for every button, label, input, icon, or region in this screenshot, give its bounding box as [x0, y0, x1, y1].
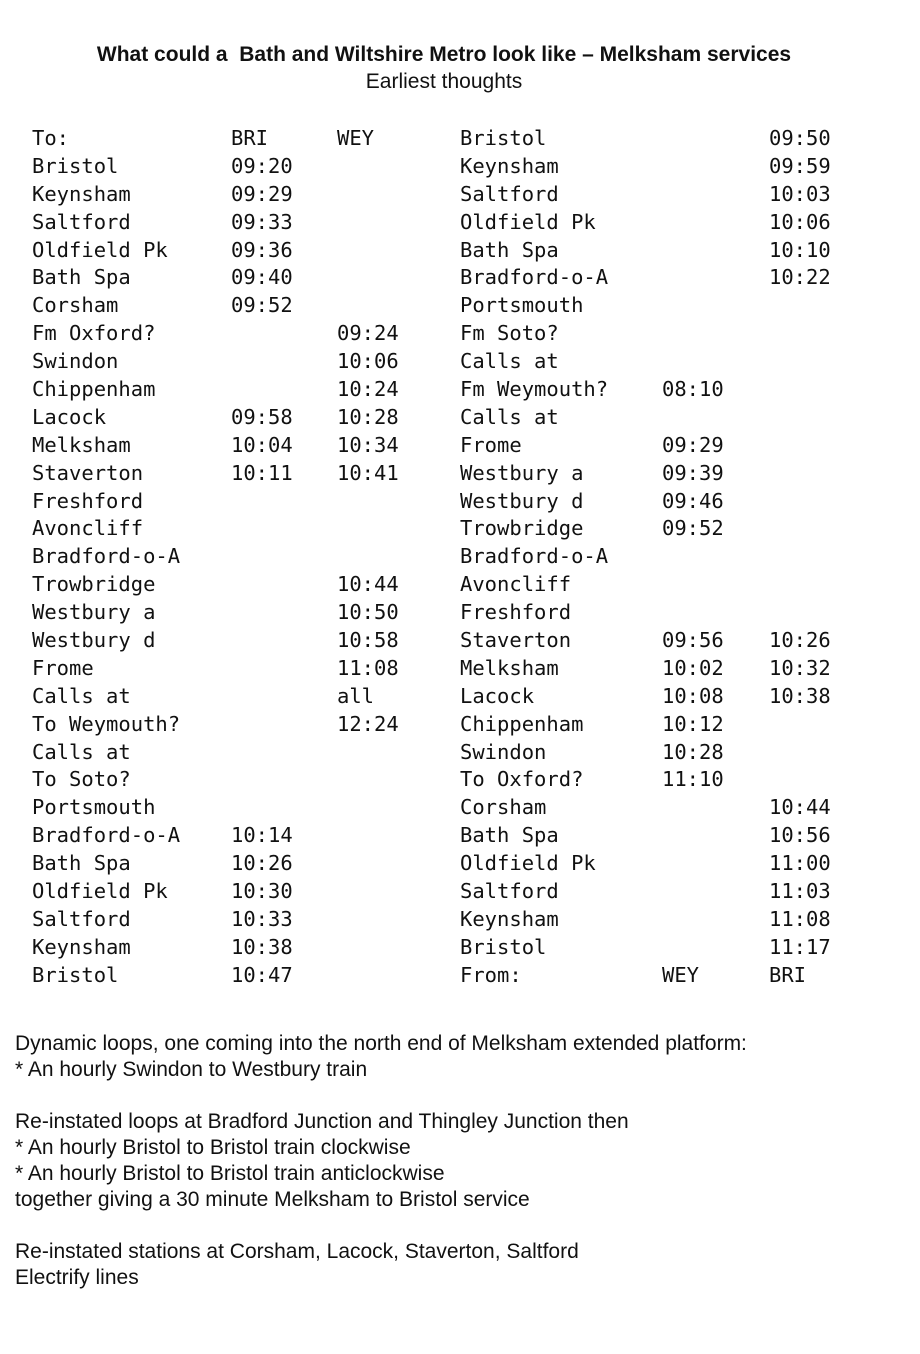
- time-cell: 09:50: [769, 126, 831, 150]
- note-line: Dynamic loops, one coming into the north end of Melksham extended platform:: [15, 1032, 747, 1055]
- station-name: Calls at: [460, 349, 559, 374]
- station-name: Saltford: [460, 181, 559, 206]
- time-cell: 10:26: [231, 851, 293, 876]
- station-name: Portsmouth: [460, 293, 584, 318]
- time-cell: 09:33: [231, 209, 293, 234]
- time-cell: 12:24: [337, 711, 399, 736]
- station-name: Bath Spa: [460, 237, 559, 262]
- time-cell: 10:08: [662, 683, 724, 708]
- time-cell: 10:56: [769, 823, 831, 848]
- station-name: Bradford-o-A: [32, 823, 181, 848]
- time-cell: 10:34: [337, 432, 399, 457]
- page-subtitle: Earliest thoughts: [365, 70, 523, 93]
- time-cell: 11:08: [337, 655, 399, 680]
- time-cell: 09:56: [662, 628, 724, 653]
- note-spacer: [15, 1083, 747, 1109]
- time-cell: 10:12: [662, 711, 724, 736]
- time-cell: WEY: [662, 962, 700, 987]
- station-name: Chippenham: [32, 377, 156, 402]
- station-name: Keynsham: [460, 906, 559, 931]
- station-name: Calls at: [32, 739, 131, 764]
- station-name: Bristol: [460, 126, 547, 150]
- time-cell: 10:02: [662, 655, 724, 680]
- time-cell: 10:14: [231, 823, 293, 848]
- station-name: Staverton: [460, 628, 572, 653]
- time-cell: 09:52: [662, 516, 724, 541]
- time-cell: 10:38: [231, 934, 293, 959]
- station-name: From:: [460, 962, 522, 987]
- note-line: together giving a 30 minute Melksham to Bristol service: [15, 1188, 530, 1211]
- time-cell: 10:32: [769, 655, 831, 680]
- time-cell: 10:44: [337, 572, 399, 597]
- station-name: Bradford-o-A: [460, 544, 609, 569]
- time-cell: 10:44: [769, 795, 831, 820]
- station-name: Bath Spa: [460, 823, 559, 848]
- station-name: Bristol: [460, 934, 547, 959]
- station-name: Avoncliff: [32, 516, 144, 541]
- time-cell: 08:10: [662, 377, 724, 402]
- time-cell: 10:10: [769, 237, 831, 262]
- time-cell: 10:33: [231, 906, 293, 931]
- station-name: Bradford-o-A: [460, 265, 609, 290]
- station-name: Calls at: [460, 404, 559, 429]
- note-line: Re-instated loops at Bradford Junction and Thingley Junction then: [15, 1110, 629, 1133]
- note-line: Electrify lines: [15, 1266, 139, 1289]
- station-name: To Soto?: [32, 767, 131, 792]
- time-cell: 10:04: [231, 432, 293, 457]
- station-name: Oldfield Pk: [460, 209, 596, 234]
- time-cell: 10:41: [337, 460, 399, 485]
- station-name: To Weymouth?: [32, 711, 181, 736]
- station-name: To Oxford?: [460, 767, 584, 792]
- station-name: Freshford: [460, 600, 572, 625]
- station-name: Lacock: [460, 683, 535, 708]
- time-cell: 10:06: [769, 209, 831, 234]
- time-cell: 11:17: [769, 934, 831, 959]
- station-name: Keynsham: [32, 934, 131, 959]
- station-name: Westbury d: [460, 488, 584, 513]
- time-cell: 10:47: [231, 962, 293, 987]
- station-name: Swindon: [32, 349, 119, 374]
- time-cell: 10:38: [769, 683, 831, 708]
- station-name: Bradford-o-A: [32, 544, 181, 569]
- station-name: Fm Weymouth?: [460, 377, 609, 402]
- station-name: Keynsham: [460, 153, 559, 178]
- time-cell: 10:06: [337, 349, 399, 374]
- station-name: Melksham: [32, 432, 131, 457]
- time-cell: 09:29: [231, 181, 293, 206]
- time-cell: 09:24: [337, 321, 399, 346]
- time-cell: all: [337, 683, 375, 708]
- note-line: Re-instated stations at Corsham, Lacock, Staverton, Saltford: [15, 1240, 579, 1263]
- time-cell: 11:10: [662, 767, 724, 792]
- note-line: * An hourly Bristol to Bristol train anticlockwise: [15, 1162, 445, 1185]
- station-name: Bath Spa: [32, 851, 131, 876]
- time-cell: 09:20: [231, 153, 293, 178]
- station-name: Freshford: [32, 488, 144, 513]
- station-name: Saltford: [460, 879, 559, 904]
- station-name: Fm Oxford?: [32, 321, 156, 346]
- time-cell: 09:59: [769, 153, 831, 178]
- station-name: Frome: [460, 432, 522, 457]
- time-cell: BRI: [769, 962, 807, 987]
- station-name: Staverton: [32, 460, 144, 485]
- station-name: Oldfield Pk: [32, 237, 168, 262]
- time-cell: 09:46: [662, 488, 724, 513]
- time-cell: 09:58: [231, 404, 293, 429]
- note-line: * An hourly Bristol to Bristol train clockwise: [15, 1136, 411, 1159]
- time-cell: WEY: [337, 126, 375, 150]
- time-cell: 09:52: [231, 293, 293, 318]
- station-name: Corsham: [460, 795, 547, 820]
- time-cell: 11:00: [769, 851, 831, 876]
- station-name: Trowbridge: [32, 572, 156, 597]
- station-name: Westbury a: [32, 600, 156, 625]
- station-name: Bristol: [32, 153, 119, 178]
- station-name: Swindon: [460, 739, 547, 764]
- time-cell: 09:29: [662, 432, 724, 457]
- station-name: Frome: [32, 655, 94, 680]
- station-name: Westbury a: [460, 460, 584, 485]
- station-name: Keynsham: [32, 181, 131, 206]
- station-name: Fm Soto?: [460, 321, 559, 346]
- station-name: Avoncliff: [460, 572, 572, 597]
- time-cell: 09:40: [231, 265, 293, 290]
- page-title: What could a Bath and Wiltshire Metro look like – Melksham services: [96, 43, 792, 66]
- time-cell: 10:58: [337, 628, 399, 653]
- station-name: Westbury d: [32, 628, 156, 653]
- time-cell: 10:50: [337, 600, 399, 625]
- time-cell: 10:11: [231, 460, 293, 485]
- time-cell: BRI: [231, 126, 269, 150]
- station-name: Lacock: [32, 404, 107, 429]
- notes-section: [15, 1031, 747, 1291]
- station-name: Saltford: [32, 209, 131, 234]
- station-name: Chippenham: [460, 711, 584, 736]
- station-name: Calls at: [32, 683, 131, 708]
- time-cell: 10:03: [769, 181, 831, 206]
- time-cell: 10:26: [769, 628, 831, 653]
- time-cell: 10:28: [337, 404, 399, 429]
- station-name: To:: [32, 126, 70, 150]
- station-name: Bristol: [32, 962, 119, 987]
- time-cell: 09:36: [231, 237, 293, 262]
- station-name: Oldfield Pk: [460, 851, 596, 876]
- station-name: Portsmouth: [32, 795, 156, 820]
- note-line: * An hourly Swindon to Westbury train: [15, 1058, 368, 1081]
- time-cell: 10:30: [231, 879, 293, 904]
- note-spacer: [15, 1213, 747, 1239]
- time-cell: 10:22: [769, 265, 831, 290]
- time-cell: 11:08: [769, 906, 831, 931]
- station-name: Melksham: [460, 655, 559, 680]
- station-name: Corsham: [32, 293, 119, 318]
- time-cell: 11:03: [769, 879, 831, 904]
- time-cell: 10:28: [662, 739, 724, 764]
- station-name: Saltford: [32, 906, 131, 931]
- station-name: Bath Spa: [32, 265, 131, 290]
- time-cell: 09:39: [662, 460, 724, 485]
- time-cell: 10:24: [337, 377, 399, 402]
- station-name: Oldfield Pk: [32, 879, 168, 904]
- station-name: Trowbridge: [460, 516, 584, 541]
